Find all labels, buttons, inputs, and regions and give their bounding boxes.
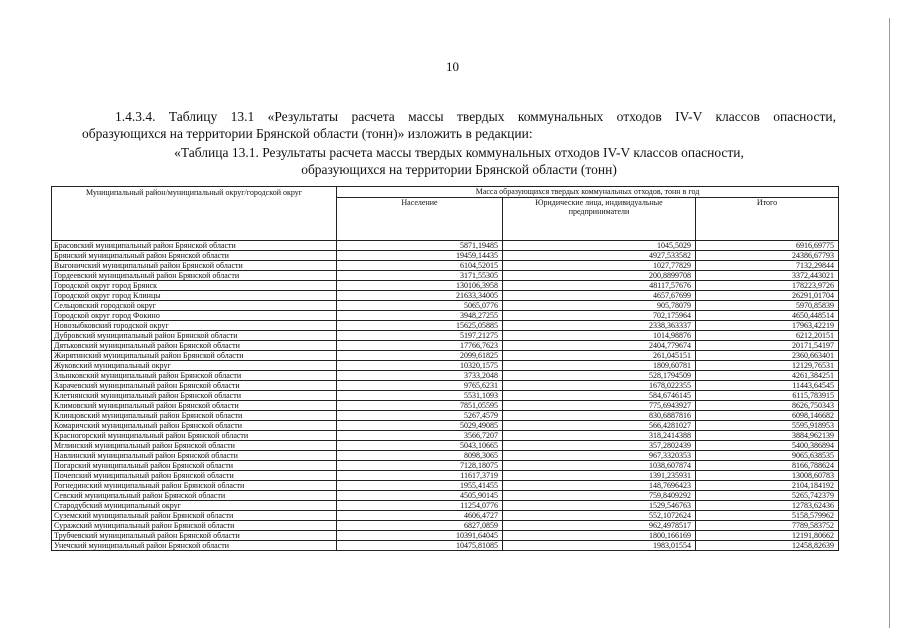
population-cell: 5267,4579: [337, 411, 503, 421]
legal-entities-cell: 528,1794509: [503, 371, 696, 381]
header-population: Население: [337, 197, 503, 240]
municipality-cell: Рогнединский муниципальный район Брянской области: [52, 481, 337, 491]
population-cell: 21633,34005: [337, 291, 503, 301]
municipality-cell: Климовский муниципальный район Брянской области: [52, 401, 337, 411]
total-cell: 20171,54197: [696, 341, 839, 351]
population-cell: 7128,18075: [337, 461, 503, 471]
table-row: [52, 261, 839, 271]
legal-entities-cell: 1014,98876: [503, 331, 696, 341]
total-cell: 17963,42219: [696, 321, 839, 331]
total-cell: 6916,69775: [696, 241, 839, 251]
population-cell: 11617,3719: [337, 471, 503, 481]
municipality-cell: Злынковский муниципальный район Брянской области: [52, 371, 337, 381]
total-cell: 9065,638535: [696, 451, 839, 461]
table-row: [52, 451, 839, 461]
population-cell: 6104,52015: [337, 261, 503, 271]
municipality-cell: Брасовский муниципальный район Брянской области: [52, 241, 337, 251]
total-cell: 13008,60783: [696, 471, 839, 481]
table-row: [52, 471, 839, 481]
table-row: [52, 491, 839, 501]
legal-entities-cell: 905,78079: [503, 301, 696, 311]
municipality-cell: Унечский муниципальный район Брянской области: [52, 541, 337, 551]
municipality-cell: Сельцовский городской округ: [52, 301, 337, 311]
legal-entities-cell: 200,8899708: [503, 271, 696, 281]
population-cell: 6827,0859: [337, 521, 503, 531]
legal-entities-cell: 1983,01554: [503, 541, 696, 551]
municipality-cell: Комаричский муниципальный район Брянской области: [52, 421, 337, 431]
total-cell: 26291,01704: [696, 291, 839, 301]
municipality-cell: Навлинский муниципальный район Брянской области: [52, 451, 337, 461]
table-row: [52, 281, 839, 291]
population-cell: 15625,05885: [337, 321, 503, 331]
total-cell: 6212,20151: [696, 331, 839, 341]
population-cell: 11254,0776: [337, 501, 503, 511]
total-cell: 12783,62436: [696, 501, 839, 511]
population-cell: 1955,41455: [337, 481, 503, 491]
legal-entities-cell: 584,6746145: [503, 391, 696, 401]
table-row: [52, 391, 839, 401]
municipality-cell: Дубровский муниципальный район Брянской области: [52, 331, 337, 341]
legal-entities-cell: 1027,77829: [503, 261, 696, 271]
legal-entities-cell: 962,4978517: [503, 521, 696, 531]
table-row: [52, 291, 839, 301]
intro-line-2: образующихся на территории Брянской области (тонн)» изложить в редакции:: [82, 126, 533, 141]
header-waste-mass: Масса образующихся твердых коммунальных отходов, тонн в год: [337, 187, 839, 198]
legal-entities-cell: 967,3320353: [503, 451, 696, 461]
population-cell: 5871,19485: [337, 241, 503, 251]
legal-entities-cell: 830,6887816: [503, 411, 696, 421]
total-cell: 12191,80662: [696, 531, 839, 541]
legal-entities-cell: 1809,60781: [503, 361, 696, 371]
total-cell: 5400,386894: [696, 441, 839, 451]
total-cell: 6115,783915: [696, 391, 839, 401]
total-cell: 7132,29844: [696, 261, 839, 271]
total-cell: 5595,918953: [696, 421, 839, 431]
table-body: [52, 241, 839, 551]
table-row: [52, 371, 839, 381]
caption-line-1: «Таблица 13.1. Результаты расчета массы твердых коммунальных отходов IV-V классов опасности,: [174, 145, 744, 160]
legal-entities-cell: 357,2802439: [503, 441, 696, 451]
population-cell: 7851,05595: [337, 401, 503, 411]
table-row: [52, 511, 839, 521]
total-cell: 12458,82639: [696, 541, 839, 551]
population-cell: 2099,61825: [337, 351, 503, 361]
total-cell: 24386,67793: [696, 251, 839, 261]
waste-mass-table: [51, 186, 839, 551]
municipality-cell: Гордеевский муниципальный район Брянской области: [52, 271, 337, 281]
municipality-cell: Севский муниципальный район Брянской области: [52, 491, 337, 501]
legal-entities-cell: 4927,533582: [503, 251, 696, 261]
table-row: [52, 531, 839, 541]
population-cell: 3171,55305: [337, 271, 503, 281]
municipality-cell: Красногорский муниципальный район Брянской области: [52, 431, 337, 441]
table-row: [52, 501, 839, 511]
table-row: [52, 341, 839, 351]
table-row: [52, 321, 839, 331]
population-cell: 5043,10665: [337, 441, 503, 451]
municipality-cell: Дятьковский муниципальный район Брянской области: [52, 341, 337, 351]
total-cell: 2360,663401: [696, 351, 839, 361]
legal-entities-cell: 2404,779674: [503, 341, 696, 351]
legal-entities-cell: 759,8409292: [503, 491, 696, 501]
legal-entities-cell: 775,6943927: [503, 401, 696, 411]
legal-entities-cell: 1038,607874: [503, 461, 696, 471]
total-cell: 2104,184192: [696, 481, 839, 491]
population-cell: 4606,4727: [337, 511, 503, 521]
population-cell: 9765,6231: [337, 381, 503, 391]
municipality-cell: Брянский муниципальный район Брянской области: [52, 251, 337, 261]
total-cell: 3884,962139: [696, 431, 839, 441]
table-row: [52, 351, 839, 361]
municipality-cell: Почепский муниципальный район Брянской области: [52, 471, 337, 481]
total-cell: 12129,76531: [696, 361, 839, 371]
population-cell: 10391,64045: [337, 531, 503, 541]
legal-entities-cell: 566,4281027: [503, 421, 696, 431]
table-row: [52, 521, 839, 531]
total-cell: 5265,742379: [696, 491, 839, 501]
population-cell: 5197,21275: [337, 331, 503, 341]
total-cell: 8626,750343: [696, 401, 839, 411]
legal-entities-cell: 1391,235931: [503, 471, 696, 481]
legal-entities-cell: 2338,363337: [503, 321, 696, 331]
legal-entities-cell: 1800,166169: [503, 531, 696, 541]
municipality-cell: Погарский муниципальный район Брянской области: [52, 461, 337, 471]
table-row: [52, 421, 839, 431]
municipality-cell: Клинцовский муниципальный район Брянской области: [52, 411, 337, 421]
table-row: [52, 251, 839, 261]
table-row: [52, 431, 839, 441]
population-cell: 3948,27255: [337, 311, 503, 321]
total-cell: 4650,448514: [696, 311, 839, 321]
population-cell: 4505,90145: [337, 491, 503, 501]
table-row: [52, 241, 839, 251]
table-row: [52, 401, 839, 411]
legal-entities-cell: 261,045151: [503, 351, 696, 361]
total-cell: 4261,384251: [696, 371, 839, 381]
table-row: [52, 541, 839, 551]
population-cell: 5065,0776: [337, 301, 503, 311]
municipality-cell: Суражский муниципальный район Брянской области: [52, 521, 337, 531]
table-row: [52, 441, 839, 451]
header-total: Итого: [696, 197, 839, 240]
population-cell: 5029,49085: [337, 421, 503, 431]
municipality-cell: Мглинский муниципальный район Брянской области: [52, 441, 337, 451]
total-cell: 178223,9726: [696, 281, 839, 291]
total-cell: 6098,146682: [696, 411, 839, 421]
municipality-cell: Стародубский муниципальный округ: [52, 501, 337, 511]
table-row: [52, 411, 839, 421]
municipality-cell: Карачевский муниципальный район Брянской области: [52, 381, 337, 391]
municipality-cell: Выгоничский муниципальный район Брянской области: [52, 261, 337, 271]
intro-paragraph: [82, 108, 836, 142]
page-edge-line: [889, 18, 890, 628]
municipality-cell: Городской округ город Клинцы: [52, 291, 337, 301]
legal-entities-cell: 552,1072624: [503, 511, 696, 521]
population-cell: 10475,81085: [337, 541, 503, 551]
population-cell: 19459,14435: [337, 251, 503, 261]
legal-entities-cell: 4657,67699: [503, 291, 696, 301]
legal-entities-cell: 148,7696423: [503, 481, 696, 491]
municipality-cell: Городской округ город Брянск: [52, 281, 337, 291]
table-caption: [82, 144, 836, 178]
municipality-cell: Трубчевский муниципальный район Брянской области: [52, 531, 337, 541]
header-municipality: Муниципальный район/муниципальный округ/городской округ: [52, 187, 337, 241]
municipality-cell: Жуковский муниципальный округ: [52, 361, 337, 371]
municipality-cell: Новозыбковский городской округ: [52, 321, 337, 331]
population-cell: 3733,2048: [337, 371, 503, 381]
table-row: [52, 271, 839, 281]
municipality-cell: Суземский муниципальный район Брянской области: [52, 511, 337, 521]
population-cell: 3566,7207: [337, 431, 503, 441]
population-cell: 10320,1575: [337, 361, 503, 371]
total-cell: 8166,788624: [696, 461, 839, 471]
caption-line-2: образующихся на территории Брянской области (тонн): [301, 162, 617, 177]
legal-entities-cell: 1045,5029: [503, 241, 696, 251]
legal-entities-cell: 48117,57676: [503, 281, 696, 291]
total-cell: 11443,64545: [696, 381, 839, 391]
municipality-cell: Городской округ город Фокино: [52, 311, 337, 321]
table-row: [52, 461, 839, 471]
legal-entities-cell: 1678,022355: [503, 381, 696, 391]
total-cell: 7789,583752: [696, 521, 839, 531]
municipality-cell: Клетнянский муниципальный район Брянской области: [52, 391, 337, 401]
population-cell: 17766,7623: [337, 341, 503, 351]
total-cell: 5158,579962: [696, 511, 839, 521]
population-cell: 8098,3065: [337, 451, 503, 461]
total-cell: 3372,443021: [696, 271, 839, 281]
table-row: [52, 361, 839, 371]
intro-line-1: 1.4.3.4. Таблицу 13.1 «Результаты расчета массы твердых коммунальных отходов IV-V классов опасности,: [115, 109, 836, 124]
table-row: [52, 331, 839, 341]
total-cell: 5970,85839: [696, 301, 839, 311]
legal-entities-cell: 702,175964: [503, 311, 696, 321]
table-row: [52, 311, 839, 321]
page-number: 10: [446, 59, 459, 74]
legal-entities-cell: 1529,546763: [503, 501, 696, 511]
table-row: [52, 481, 839, 491]
population-cell: 130106,3958: [337, 281, 503, 291]
table-row: [52, 301, 839, 311]
legal-entities-cell: 318,2414388: [503, 431, 696, 441]
population-cell: 5531,1093: [337, 391, 503, 401]
header-legal-entities: Юридические лица, индивидуальные предприниматели: [503, 197, 696, 240]
municipality-cell: Жирятинский муниципальный район Брянской области: [52, 351, 337, 361]
table-row: [52, 381, 839, 391]
